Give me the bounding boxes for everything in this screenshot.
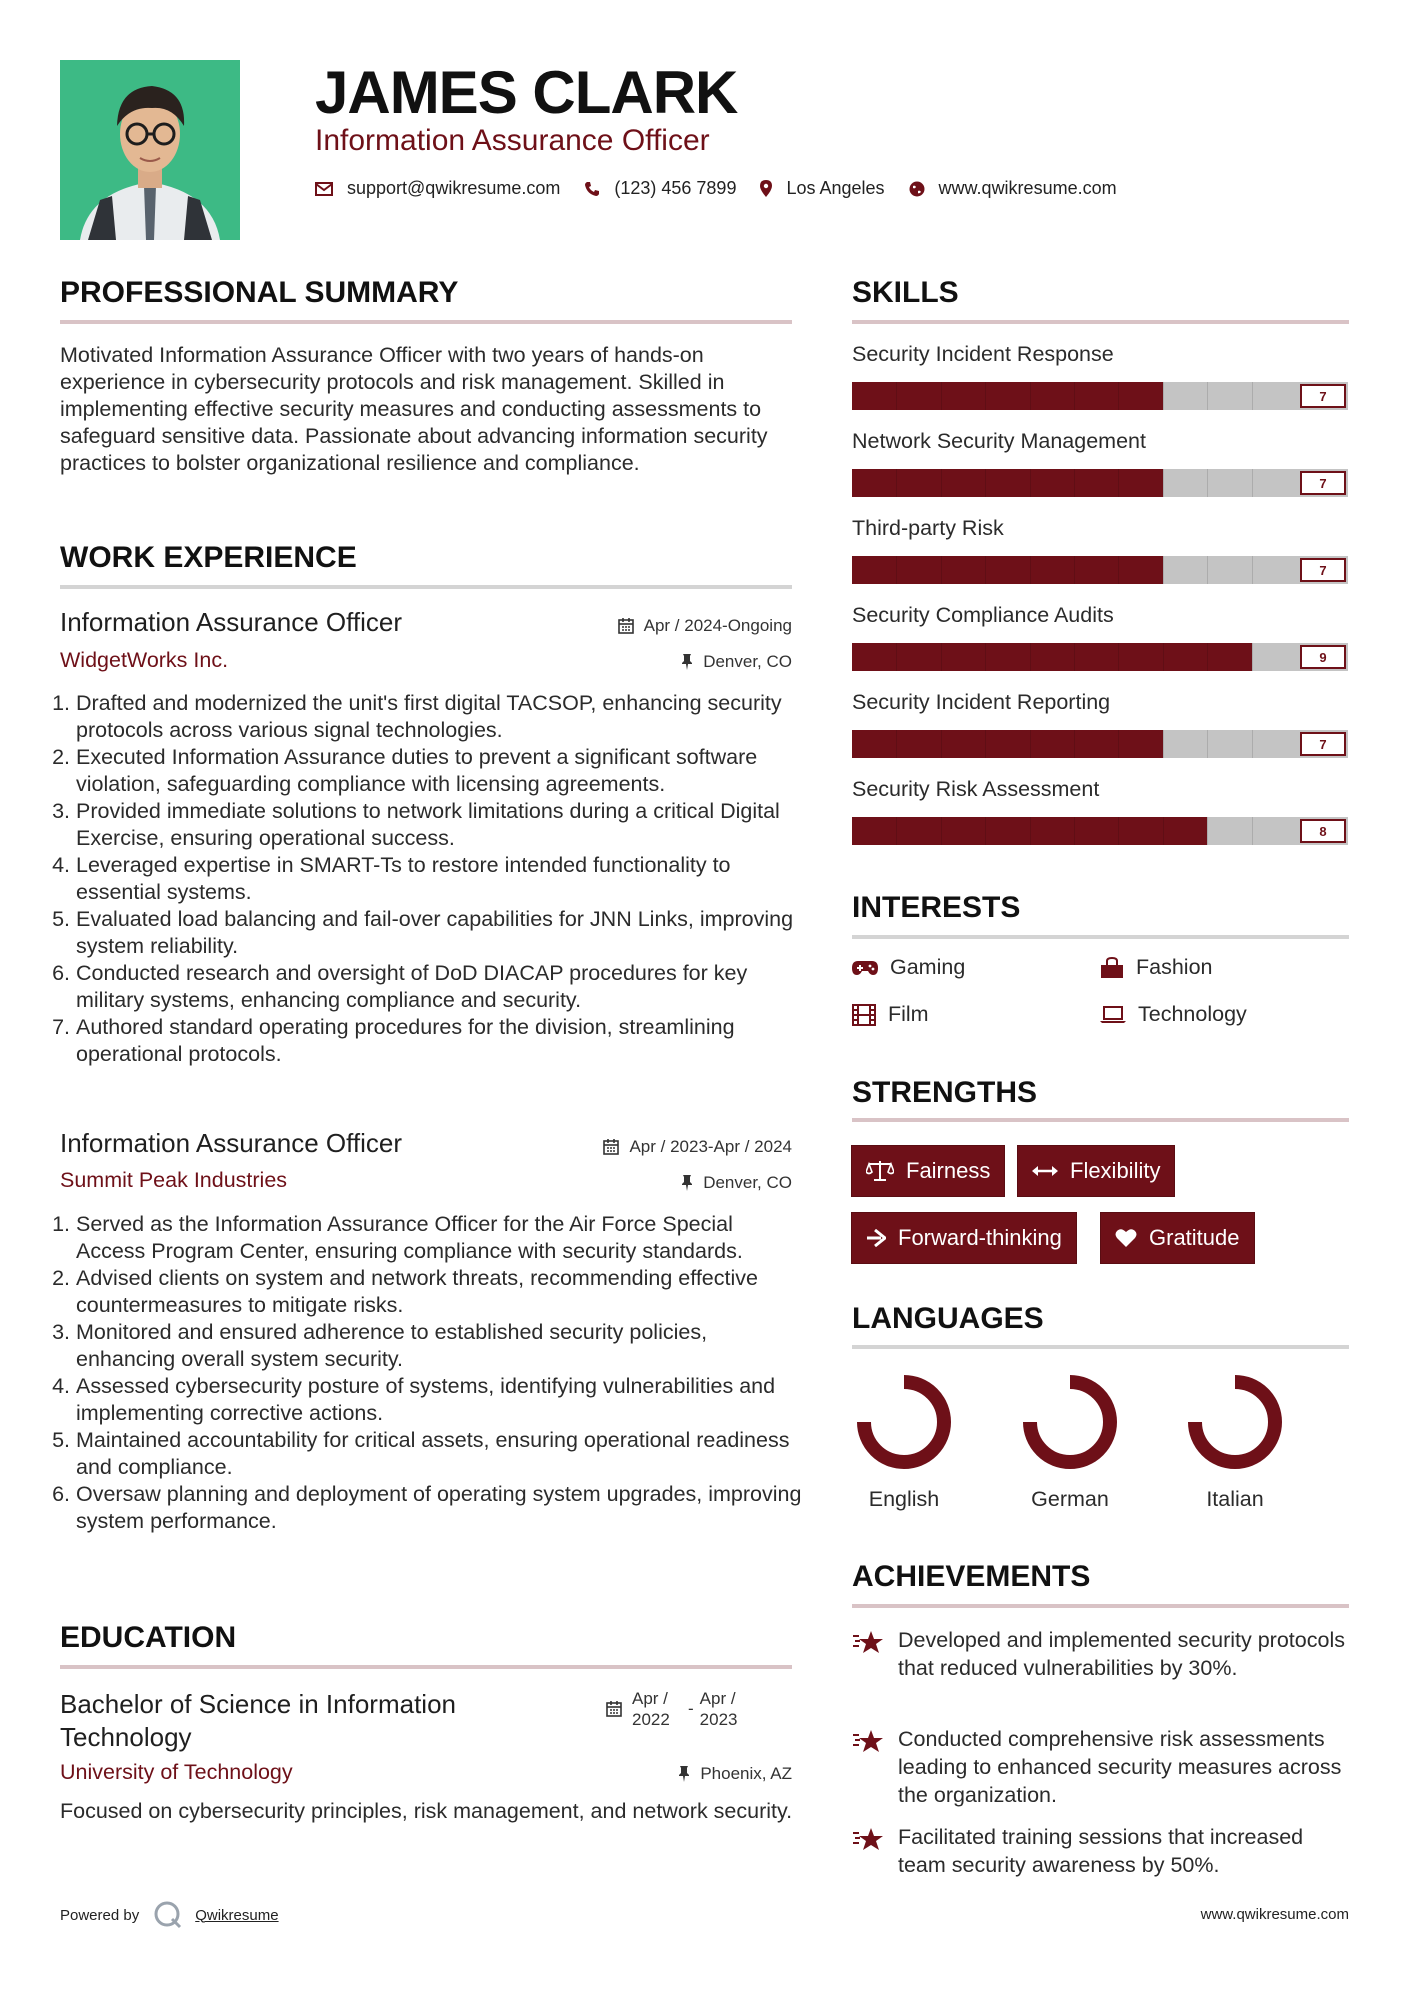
shopping-bag-icon xyxy=(1100,957,1124,979)
envelope-icon xyxy=(315,182,333,196)
phone-icon xyxy=(584,181,600,197)
skills-divider xyxy=(852,320,1349,324)
powered-by-text: Powered by xyxy=(60,1906,140,1924)
skill-bar-fill xyxy=(852,556,1163,584)
skill-bar-divider xyxy=(896,730,897,758)
summary-heading: PROFESSIONAL SUMMARY xyxy=(60,276,459,309)
strengths-heading: STRENGTHS xyxy=(852,1076,1038,1109)
achievements-divider xyxy=(852,1604,1349,1608)
heart-icon xyxy=(1115,1228,1137,1248)
skill-bar-divider xyxy=(1252,556,1253,584)
pin-icon xyxy=(678,1766,690,1782)
contact-email[interactable] xyxy=(315,178,560,199)
duty-item: 4. Assessed cybersecurity posture of systems, identifying vulnerabilities and implementing corrective actions. xyxy=(76,1373,803,1427)
skills-heading: SKILLS xyxy=(852,276,959,309)
skill-bar-divider xyxy=(896,643,897,671)
duty-item: 4. Leveraged expertise in SMART-Ts to restore intended functionality to essential systems. xyxy=(76,852,803,906)
duty-item: 6. Oversaw planning and deployment of operating system upgrades, improving system performance. xyxy=(76,1481,803,1535)
interest-label: Gaming xyxy=(890,955,966,979)
interest-label: Technology xyxy=(1138,1002,1247,1026)
location-text: Los Angeles xyxy=(786,178,885,198)
skill-bar-divider xyxy=(1163,469,1164,497)
skill-bar-divider xyxy=(1207,469,1208,497)
skill-bar-divider xyxy=(1163,643,1164,671)
education-location xyxy=(500,1764,792,1784)
candidate-title: Information Assurance Officer xyxy=(315,124,710,157)
duty-item: 3. Monitored and ensured adherence to established security policies, enhancing overall system security. xyxy=(76,1319,803,1373)
skill-score: 7 xyxy=(1300,471,1346,495)
skill-bar xyxy=(852,643,1348,671)
school-name: University of Technology xyxy=(60,1760,293,1784)
skill-bar-divider xyxy=(1030,469,1031,497)
skill-bar-fill xyxy=(852,469,1163,497)
skill-bar-divider xyxy=(941,643,942,671)
job-dates-text: Apr / 2023-Apr / 2024 xyxy=(629,1137,792,1156)
pin-icon xyxy=(681,1175,693,1191)
website-text: www.qwikresume.com xyxy=(938,178,1117,198)
skill-bar-divider xyxy=(1030,382,1031,410)
summary-text: Motivated Information Assurance Officer with two years of hands-on experience in cybersecurity protocols and risk management. Skilled in implementing effective security measures and conducting assessments to safeguard sensitive data. Passionate about advancing information security practices to bolster organizational resilience and compliance. xyxy=(60,343,768,475)
skill-name: Third-party Risk xyxy=(852,516,1004,540)
language-label: English xyxy=(868,1487,940,1511)
gamepad-icon xyxy=(852,960,878,976)
skill-bar-divider xyxy=(1074,643,1075,671)
degree-title: Bachelor of Science in Information Technology xyxy=(60,1689,456,1752)
education-end: Apr / 2023 xyxy=(699,1689,738,1729)
skill-bar-fill xyxy=(852,382,1163,410)
globe-icon xyxy=(909,181,925,197)
interests-divider xyxy=(852,935,1349,939)
skill-bar-divider xyxy=(1030,730,1031,758)
achievement-item xyxy=(852,1626,1352,1682)
skill-bar-fill xyxy=(852,643,1252,671)
strengths-divider xyxy=(852,1118,1349,1122)
interest-item xyxy=(1100,955,1213,980)
education-start: Apr / 2022 xyxy=(632,1689,670,1729)
skill-bar-divider xyxy=(1118,643,1119,671)
duty-item: 7. Authored standard operating procedures for the division, streamlining operational protocols. xyxy=(76,1014,803,1068)
job-dates-text: Apr / 2024-Ongoing xyxy=(643,616,792,635)
strength-label: Fairness xyxy=(906,1158,991,1183)
education-dates xyxy=(606,1688,746,1730)
language-label: Italian xyxy=(1206,1487,1264,1511)
job-company: WidgetWorks Inc. xyxy=(60,648,229,672)
education-location-text: Phoenix, AZ xyxy=(700,1764,792,1783)
powered-by xyxy=(60,1900,279,1930)
profile-photo xyxy=(60,60,240,240)
candidate-name: JAMES CLARK xyxy=(315,59,738,126)
skill-bar-divider xyxy=(1030,643,1031,671)
duty-item: 5. Maintained accountability for critical assets, ensuring operational readiness and compliance. xyxy=(76,1427,803,1481)
star-award-icon xyxy=(852,1727,884,1755)
contact-phone[interactable] xyxy=(584,178,736,199)
star-award-icon xyxy=(852,1628,884,1656)
skill-bar-divider xyxy=(985,556,986,584)
experience-divider xyxy=(60,585,792,589)
skill-bar-divider xyxy=(1030,556,1031,584)
skill-bar-divider xyxy=(1163,730,1164,758)
calendar-icon xyxy=(618,618,634,634)
duty-item: 5. Evaluated load balancing and fail-over capabilities for JNN Links, improving system reliability. xyxy=(76,906,803,960)
calendar-icon xyxy=(603,1139,619,1155)
skill-bar-divider xyxy=(985,643,986,671)
skill-bar-divider xyxy=(1207,730,1208,758)
job-location xyxy=(500,1173,792,1193)
skill-bar-divider xyxy=(941,730,942,758)
job-title: Information Assurance Officer xyxy=(60,607,403,637)
footer-website[interactable]: www.qwikresume.com xyxy=(1200,1906,1349,1923)
achievements-heading: ACHIEVEMENTS xyxy=(852,1560,1091,1593)
skill-bar-divider xyxy=(1163,817,1164,845)
skill-bar-divider xyxy=(1074,556,1075,584)
language-item xyxy=(834,1372,974,1512)
skill-name: Security Incident Reporting xyxy=(852,690,1111,714)
strength-label: Flexibility xyxy=(1070,1158,1161,1183)
strength-tag xyxy=(851,1212,1077,1264)
education-description: Focused on cybersecurity principles, risk management, and network security. xyxy=(60,1799,793,1823)
skill-bar-divider xyxy=(1252,382,1253,410)
achievement-text: Facilitated training sessions that increased team security awareness by 50%. xyxy=(898,1825,1304,1877)
skill-bar-divider xyxy=(941,382,942,410)
skill-bar-divider xyxy=(1074,469,1075,497)
film-icon xyxy=(852,1004,876,1026)
skill-name: Network Security Management xyxy=(852,429,1146,453)
skill-bar-divider xyxy=(1074,817,1075,845)
job-location-text: Denver, CO xyxy=(703,652,792,671)
strength-label: Forward-thinking xyxy=(898,1225,1062,1250)
interest-label: Film xyxy=(888,1002,929,1026)
skill-bar-divider xyxy=(1074,730,1075,758)
skill-bar-divider xyxy=(1118,817,1119,845)
skill-bar-divider xyxy=(1030,817,1031,845)
duty-item: 1. Drafted and modernized the unit's first digital TACSOP, enhancing security protocols across various signal technologies. xyxy=(76,690,803,744)
skill-bar-divider xyxy=(1252,817,1253,845)
experience-heading: WORK EXPERIENCE xyxy=(60,541,357,574)
skill-bar-divider xyxy=(1074,382,1075,410)
skill-bar-divider xyxy=(941,817,942,845)
skill-bar-divider xyxy=(1163,556,1164,584)
arrow-right-icon xyxy=(866,1229,886,1247)
skill-bar-divider xyxy=(1207,643,1208,671)
skill-bar xyxy=(852,730,1348,758)
duty-item: 1. Served as the Information Assurance Officer for the Air Force Special Access Program Center, ensuring compliance with security standards. xyxy=(76,1211,803,1265)
skill-bar xyxy=(852,469,1348,497)
skill-bar-fill xyxy=(852,730,1163,758)
skill-bar xyxy=(852,817,1348,845)
skill-bar-divider xyxy=(985,730,986,758)
job-dates xyxy=(480,1137,792,1157)
skill-score: 7 xyxy=(1300,384,1346,408)
skill-bar-divider xyxy=(941,556,942,584)
duty-item: 3. Provided immediate solutions to network limitations during a critical Digital Exercise, ensuring operational success. xyxy=(76,798,803,852)
skill-bar-divider xyxy=(1118,556,1119,584)
strength-tag xyxy=(1017,1145,1175,1197)
language-label: German xyxy=(1031,1487,1109,1511)
contact-bar xyxy=(315,178,1141,199)
skill-bar-divider xyxy=(896,469,897,497)
skill-bar xyxy=(852,556,1348,584)
achievement-item xyxy=(852,1725,1352,1809)
skill-score: 7 xyxy=(1300,732,1346,756)
skill-bar-divider xyxy=(1252,469,1253,497)
skill-name: Security Incident Response xyxy=(852,342,1114,366)
skill-bar-divider xyxy=(985,382,986,410)
laptop-icon xyxy=(1100,1006,1126,1024)
phone-text: (123) 456 7899 xyxy=(614,178,737,198)
pin-icon xyxy=(681,654,693,670)
job-location xyxy=(500,652,792,672)
job-company: Summit Peak Industries xyxy=(60,1168,288,1192)
job-duties xyxy=(58,1211,803,1535)
skill-bar-divider xyxy=(896,817,897,845)
achievement-item xyxy=(852,1823,1352,1879)
skill-name: Security Risk Assessment xyxy=(852,777,1100,801)
skill-score: 7 xyxy=(1300,558,1346,582)
duty-item: 6. Conducted research and oversight of DoD DIACAP procedures for key military systems, enhancing compliance and security. xyxy=(76,960,803,1014)
job-dates xyxy=(500,616,792,636)
interest-label: Fashion xyxy=(1136,955,1213,979)
strength-tag xyxy=(1100,1212,1255,1264)
skill-bar-divider xyxy=(1252,643,1253,671)
qwikresume-link[interactable]: Qwikresume xyxy=(195,1906,279,1924)
skill-bar-divider xyxy=(1207,556,1208,584)
map-marker-icon xyxy=(760,180,772,197)
job-duties xyxy=(58,690,803,1068)
duty-item: 2. Advised clients on system and network threats, recommending effective countermeasures to mitigate risks. xyxy=(76,1265,803,1319)
date-separator: - xyxy=(688,1699,694,1718)
strength-tag xyxy=(851,1145,1005,1197)
languages-heading: LANGUAGES xyxy=(852,1302,1044,1335)
skill-bar-divider xyxy=(985,469,986,497)
language-gauge xyxy=(1185,1372,1285,1472)
language-gauge xyxy=(854,1372,954,1472)
duty-item: 2. Executed Information Assurance duties to prevent a significant software violation, safeguarding compliance with licensing agreements. xyxy=(76,744,803,798)
language-item xyxy=(1165,1372,1305,1512)
email-text: support@qwikresume.com xyxy=(347,178,561,198)
interest-item xyxy=(852,955,965,980)
job-title: Information Assurance Officer xyxy=(60,1128,403,1158)
strength-label: Gratitude xyxy=(1149,1225,1240,1250)
star-award-icon xyxy=(852,1825,884,1853)
qwikresume-logo-icon xyxy=(153,1900,183,1930)
interest-item xyxy=(852,1002,929,1027)
skill-bar-divider xyxy=(1118,730,1119,758)
summary-divider xyxy=(60,320,792,324)
contact-website[interactable] xyxy=(909,178,1117,199)
skill-score: 8 xyxy=(1300,819,1346,843)
skill-bar-divider xyxy=(985,817,986,845)
language-gauge xyxy=(1020,1372,1120,1472)
skill-bar-divider xyxy=(1163,382,1164,410)
achievement-text: Developed and implemented security protocols that reduced vulnerabilities by 30%. xyxy=(898,1628,1345,1680)
skill-bar-divider xyxy=(1207,382,1208,410)
skill-bar-divider xyxy=(1118,382,1119,410)
skill-bar xyxy=(852,382,1348,410)
skill-name: Security Compliance Audits xyxy=(852,603,1114,627)
calendar-icon xyxy=(606,1701,622,1717)
skill-bar-divider xyxy=(1207,817,1208,845)
skill-bar-divider xyxy=(941,469,942,497)
contact-location xyxy=(760,178,884,199)
interests-heading: INTERESTS xyxy=(852,891,1021,924)
balance-scale-icon xyxy=(866,1160,894,1182)
education-heading: EDUCATION xyxy=(60,1621,237,1654)
skill-bar-divider xyxy=(1118,469,1119,497)
interest-item xyxy=(1100,1002,1247,1027)
skill-score: 9 xyxy=(1300,645,1346,669)
language-item xyxy=(1000,1372,1140,1512)
arrows-horizontal-icon xyxy=(1032,1164,1058,1178)
education-divider xyxy=(60,1665,792,1669)
skill-bar-divider xyxy=(896,556,897,584)
achievement-text: Conducted comprehensive risk assessments leading to enhanced security measures across the organization. xyxy=(898,1727,1342,1807)
languages-divider xyxy=(852,1345,1349,1349)
skill-bar-divider xyxy=(896,382,897,410)
job-location-text: Denver, CO xyxy=(703,1173,792,1192)
skill-bar-divider xyxy=(1252,730,1253,758)
